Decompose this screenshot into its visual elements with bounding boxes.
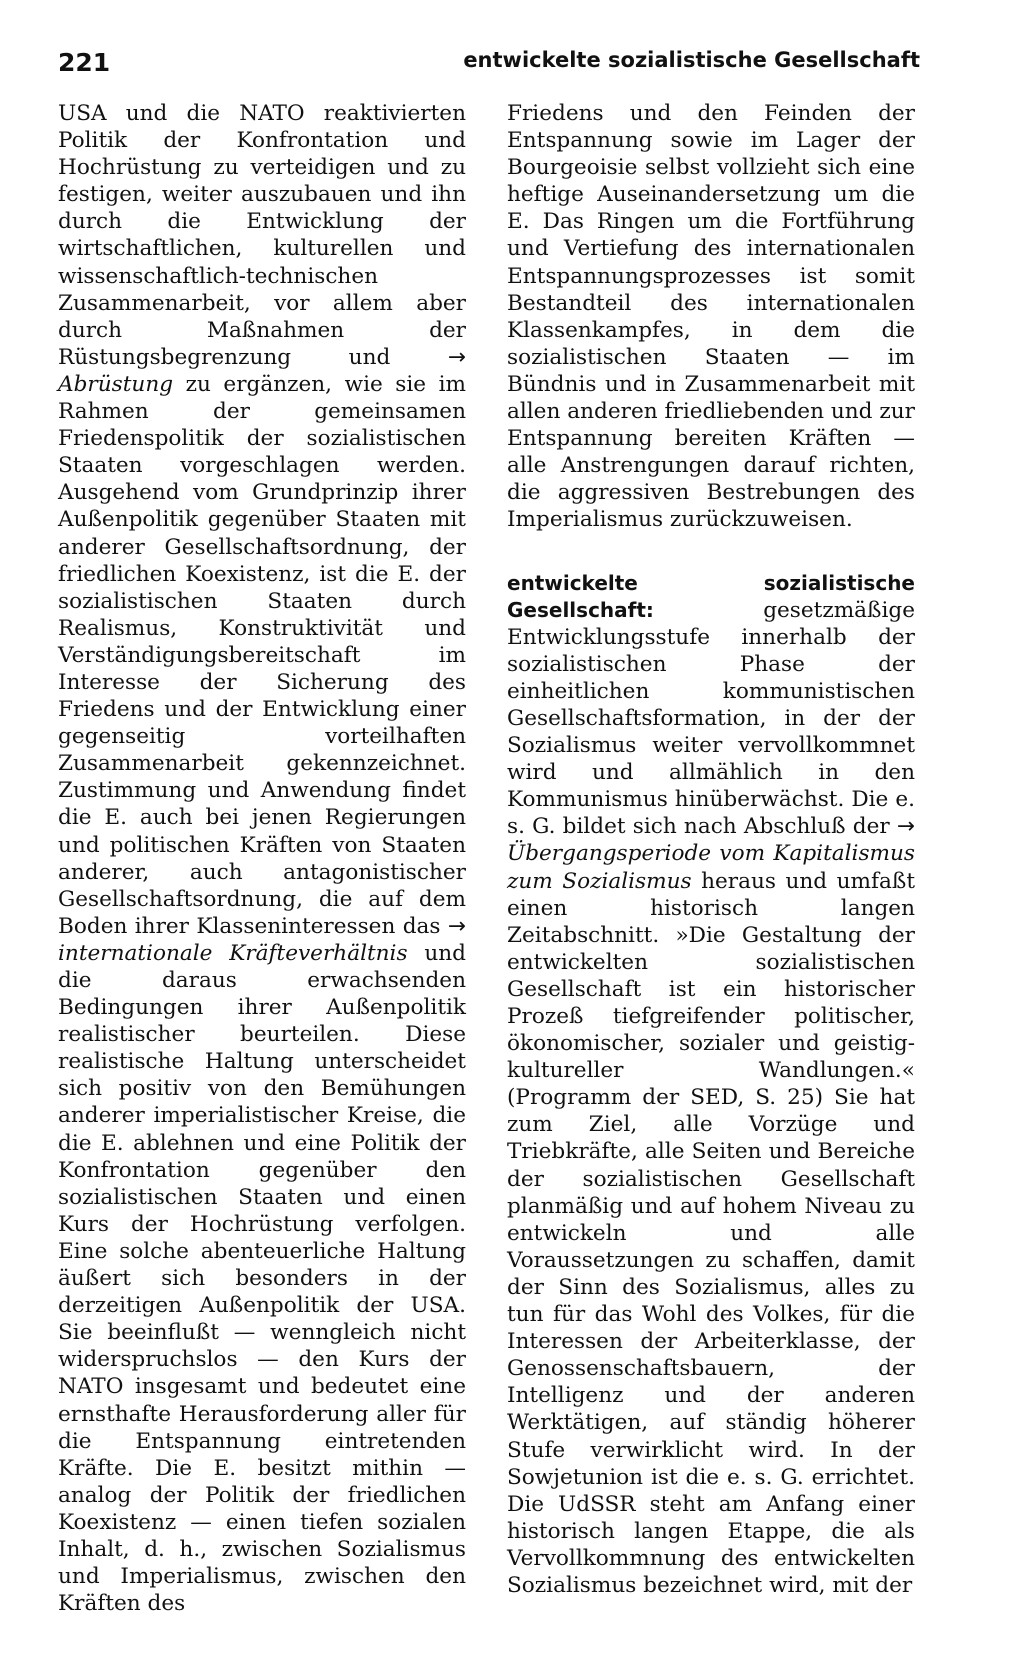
body-text: gesetzmäßige Entwicklungsstufe innerhalb der sozialistischen Phase der einheitlichen kommunistischen Gesellschaftsformation, in der der Sozialismus weiter vervollkommnet wird und allmählich in den Kommunismus hinüberwächst. Die e. s. G. bildet sich nach Abschluß der <box>507 597 915 840</box>
page-header <box>58 48 920 84</box>
running-head: entwickelte sozialistische Gesellschaft <box>463 48 920 72</box>
cross-reference-arrow-icon: → <box>447 913 466 939</box>
page-number: 221 <box>58 48 111 77</box>
body-text: USA und die NATO reaktivierten Politik der Konfrontation und Hochrüstung zu verteidigen und zu festigen, weiter auszubauen und ihn durch die Entwicklung der wirtschaftlichen, kulturellen und wissenschaftlich-technischen Zusammenarbeit, vor allem aber durch Maßnahmen der Rüstungsbegrenzung und <box>58 101 466 370</box>
paragraph <box>507 100 915 534</box>
body-text: und die daraus erwachsenden Bedingungen ihrer Außenpolitik realistischer beurteilen. Diese realistische Haltung unterscheidet sich positiv von den Bemühungen anderer imperialistischer Kreise, die die E. ablehnen und eine Politik der Konfrontation gegenüber den sozialistischen Staaten und einen Kurs der Hochrüstung verfolgen. Eine solche abenteuerliche Haltung äußert sich besonders in der derzeitigen Außenpolitik der USA. Sie beeinflußt — wenngleich nicht widerspruchslos — den Kurs der NATO insgesamt und bedeutet eine ernsthafte Herausforderung aller für die Entspannung eintretenden Kräfte. Die E. besitzt mithin — analog der Politik der friedlichen Koexistenz — einen tiefen sozialen Inhalt, d. h., zwischen Sozialismus und Imperialismus, zwischen den Kräften des <box>58 940 466 1617</box>
cross-reference-uebergangsperiode[interactable]: Übergangsperiode vom Kapitalismus zum Sozialismus <box>507 841 915 894</box>
right-column <box>507 100 915 1599</box>
cross-reference-arrow-icon: → <box>447 344 466 370</box>
body-text: heraus und umfaßt einen historisch langen Zeitabschnitt. »Die Gestaltung der entwickelten sozialistischen Gesellschaft ist ein historischer Prozeß tiefgreifender politischer, ökonomischer, sozialer und geistig-kultureller Wandlungen.« (Programm der SED, S. 25) Sie hat zum Ziel, alle Vorzüge und Triebkräfte, alle Seiten und Bereiche der sozialistischen Gesellschaft planmäßig und auf hohem Niveau zu entwickeln und alle Voraussetzungen zu schaffen, damit der Sinn des Sozialismus, alles zu tun für das Wohl des Volkes, für die Interessen der Arbeiterklasse, der Genossenschaftsbauern, der Intelligenz und der anderen Werktätigen, auf ständig höherer Stufe verwirklicht wird. In der Sowjetunion ist die e. s. G. errichtet. Die UdSSR steht am Anfang einer historisch langen Etappe, die als Vervollkommnung des entwickelten Sozialismus bezeichnet wird, mit der <box>507 868 915 1598</box>
body-text: zu ergänzen, wie sie im Rahmen der gemeinsamen Friedenspolitik der sozialistischen Staaten vorgeschlagen werden. Ausgehend vom Grundprinzip ihrer Außenpolitik gegenüber Staaten mit anderer Gesellschaftsordnung, der friedlichen Koexistenz, ist die E. der sozialistischen Staaten durch Realismus, Konstruktivität und Verständigungsbereitschaft im Interesse der Sicherung des Friedens und der Entwicklung einer gegenseitig vorteilhaften Zusammenarbeit gekennzeichnet. Zustimmung und Anwendung findet die E. auch bei jenen Regierungen und politischen Kräften von Staaten anderer, auch antagonistischer Gesellschaftsordnung, die auf dem Boden ihrer Klasseninteressen das <box>58 371 466 939</box>
cross-reference-abruestung[interactable]: Abrüstung <box>58 371 174 397</box>
entry-headword: entwickelte sozialistische Gesellschaft: <box>507 570 915 622</box>
cross-reference-kraefteverhaeltnis[interactable]: internationale Kräfteverhältnis <box>58 940 408 966</box>
body-text: Friedens und den Feinden der Entspannung sowie im Lager der Bourgeoisie selbst vollzieht sich eine heftige Auseinandersetzung um die E. Das Ringen um die Fortführung und Vertiefung des internationalen Entspannungsprozesses ist somit Bestandteil des internationalen Klassenkampfes, in dem die sozialistischen Staaten — im Bündnis und in Zusammenarbeit mit allen anderen friedliebenden und zur Entspannung bereiten Kräften — alle Anstrengungen darauf richten, die aggressiven Bestrebungen des Imperialismus zurückzuweisen. <box>507 101 915 533</box>
dictionary-entry <box>507 570 915 1600</box>
cross-reference-arrow-icon: → <box>896 814 915 840</box>
paragraph <box>58 100 466 1617</box>
left-column <box>58 100 466 1617</box>
